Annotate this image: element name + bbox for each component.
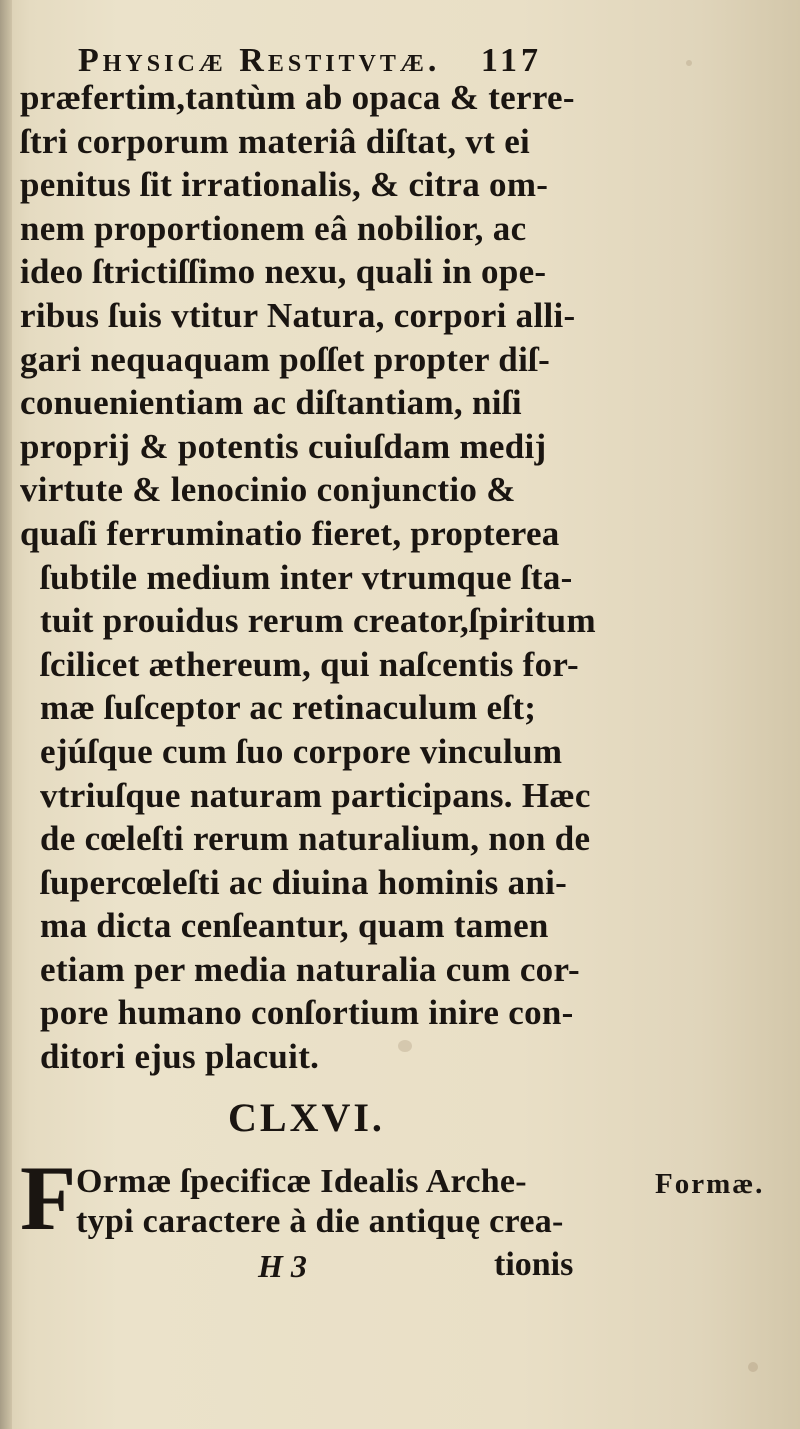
text-line: Ormæ ſpecificæ Idealis Arche- (76, 1163, 527, 1200)
page-gutter (0, 0, 12, 1429)
text-line: virtute & lenocinio conjunctio & (20, 470, 516, 510)
text-line: typi caractere à die antiquę crea- (76, 1203, 564, 1240)
page-number: 117 (480, 42, 543, 79)
paragraph-1 (12, 76, 652, 1079)
text-line: ditori ejus placuit. (40, 1037, 320, 1077)
text-line: etiam per media naturalia cum cor- (40, 949, 580, 989)
margin-note: Formæ. (655, 1168, 765, 1200)
text-line: mæ ſuſceptor ac retinaculum eſt; (40, 688, 537, 728)
ink-spot (398, 1040, 412, 1052)
catchword: tionis (494, 1246, 574, 1283)
text-line: quaſi ferruminatio fieret, propterea (20, 513, 560, 553)
text-line: pore humano conſortium inire con- (40, 993, 574, 1033)
ink-spot (748, 1362, 758, 1372)
chapter-number: CLXVI. (228, 1095, 385, 1140)
running-head-title: Physicæ Restitvtæ. (78, 42, 441, 79)
text-line: ſcilicet æthereum, qui naſcentis for- (40, 644, 579, 684)
text-line: ſubtile medium inter vtrumque ſta- (40, 557, 573, 597)
paragraph-2 (76, 1162, 564, 1242)
text-line: ribus ſuis vtitur Natura, corpori alli- (20, 295, 576, 335)
text-line: ma dicta cenſeantur, quam tamen (40, 906, 549, 946)
drop-cap: F (20, 1147, 77, 1249)
text-line: de cœleſti rerum naturalium, non de (40, 819, 591, 859)
text-line: ideo ſtrictiſſimo nexu, quali in ope- (20, 252, 547, 292)
text-line: ejúſque cum ſuo corpore vinculum (40, 731, 563, 771)
text-line: tuit prouidus rerum creator,ſpiritum (40, 601, 596, 641)
signature-mark: H 3 (258, 1248, 307, 1284)
running-head (78, 42, 542, 80)
text-line: vtriuſque naturam participans. Hæc (40, 775, 591, 815)
text-line: penitus ſit irrationalis, & citra om- (20, 165, 549, 205)
text-line: nem proportionem eâ nobilior, ac (20, 208, 527, 248)
text-line: præfertim,tantùm ab opaca & terre- (20, 78, 575, 117)
text-line: gari nequaquam poſſet propter diſ- (20, 339, 551, 379)
text-line: conuenientiam ac diſtantiam, niſi (20, 383, 522, 423)
text-line: ſupercœleſti ac diuina hominis ani- (40, 862, 568, 902)
text-line: proprij & potentis cuiuſdam medij (20, 426, 547, 466)
ink-spot (686, 60, 692, 66)
text-line: ſtri corporum materiâ diſtat, vt ei (20, 121, 531, 161)
